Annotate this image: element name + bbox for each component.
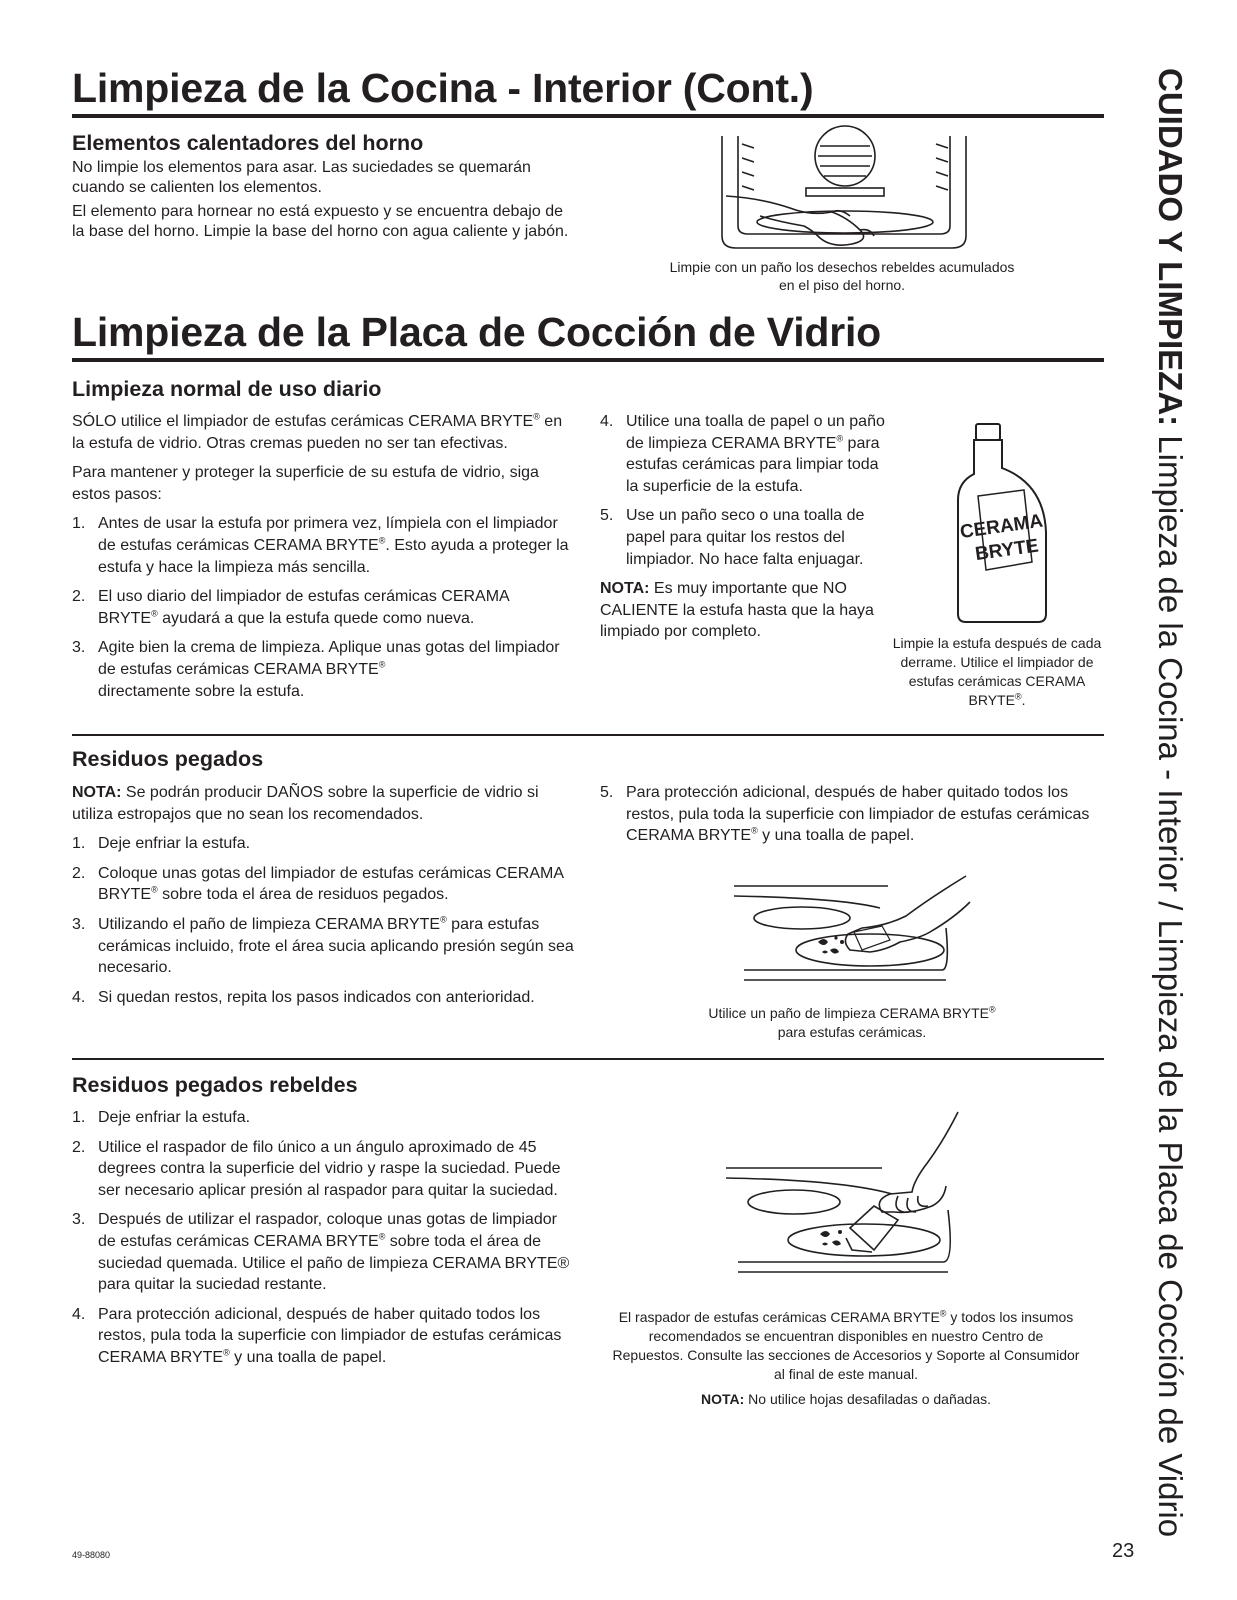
stubborn-residue-heading: Residuos pegados rebeldes (72, 1073, 358, 1097)
page-title-interior: Limpieza de la Cocina - Interior (Cont.) (72, 65, 814, 111)
heating-elements-block (72, 132, 572, 250)
cloth-wiping-illustration (730, 872, 975, 990)
scraper-note: NOTA: No utilice hojas desafiladas o dañadas. (700, 1391, 991, 1407)
daily-step-5: 5. Use un paño seco o una toalla de papel para quitar los restos del limpiador. No hace falta enjuagar. (600, 507, 865, 568)
stuck-residue-heading: Residuos pegados (72, 747, 264, 771)
stuck-step-1: 1. Deje enfriar la estufa. (72, 835, 251, 853)
daily-intro-1: SÓLO utilice el limpiador de estufas cerámicas CERAMA BRYTE® en la estufa de vidrio. Otras cremas pueden no ser tan efectivas. (72, 411, 563, 452)
stubborn-step-3: 3. Después de utilizar el raspador, coloque unas gotas de limpiador de estufas cerámicas CERAMA BRYTE® sobre toda el área de suciedad quemada. Utilice el paño de limpieza CERAMA BRYTE® para quitar la suciedad restante. (72, 1211, 570, 1294)
divider-2 (72, 1058, 1104, 1060)
bottle-brand-line-1: CERAMA (958, 510, 1045, 544)
daily-step-3: 3. Agite bien la crema de limpieza. Aplique unas gotas del limpiador de estufas cerámicas CERAMA BRYTE® directamente sobre la estufa. (72, 639, 560, 700)
stuck-step-2: 2. Coloque unas gotas del limpiador de estufas cerámicas CERAMA BRYTE® sobre toda el área de residuos pegados. (72, 864, 564, 904)
document-number: 49-88080 (72, 1550, 111, 1560)
stuck-step-4: 4. Si quedan restos, repita los pasos indicados con anterioridad. (72, 988, 535, 1006)
stubborn-step-4: 4. Para protección adicional, después de haber quitado todos los restos, pula toda la superficie con limpiador de estufas cerámicas CERAMA BRYTE® y una toalla de papel. (72, 1305, 562, 1366)
heating-elements-p2: El elemento para hornear no está expuesto y se encuentra debajo de la base del horno. Limpie la base del horno con agua caliente y jabón. (72, 202, 569, 240)
stuck-note: NOTA: Se podrán producir DAÑOS sobre la superficie de vidrio si utiliza estropajos que no sean los recomendados. (72, 784, 539, 823)
daily-step-2: 2. El uso diario del limpiador de estufas cerámicas CERAMA BRYTE® ayudará a que la estufa quede como nueva. (72, 588, 509, 627)
daily-step-1: 1. Antes de usar la estufa por primera vez, límpiela con el limpiador de estufas cerámicas CERAMA BRYTE®. Esto ayuda a proteger la estufa y hace la limpieza más sencilla. (72, 515, 569, 576)
bottle-brand-line-2: BRYTE (973, 535, 1040, 566)
side-section-title (1150, 68, 1190, 1538)
cerama-bryte-bottle (952, 420, 1054, 626)
page-title-glass-cooktop: Limpieza de la Placa de Cocción de Vidrio (72, 309, 882, 355)
title-rule (72, 114, 1104, 118)
page-number: 23 (1112, 1540, 1135, 1562)
divider-1 (72, 734, 1104, 736)
scraper-illustration (722, 1110, 972, 1286)
heating-elements-p1: No limpie los elementos para asar. Las suciedades se quemarán cuando se calienten los elementos. (72, 158, 531, 196)
daily-right-column (600, 411, 890, 643)
stuck-right-column (600, 782, 1104, 855)
stuck-left-column (72, 782, 578, 1016)
oven-wiping-illustration (720, 136, 970, 252)
daily-left-column (72, 411, 572, 710)
stuck-step-3: 3. Utilizando el paño de limpieza CERAMA BRYTE® para estufas cerámicas incluido, frote el área sucia aplicando presión según sea necesario. (72, 914, 574, 977)
daily-note: NOTA: Es muy importante que NO CALIENTE la estufa hasta que la haya limpiado por completo. (600, 580, 874, 641)
stubborn-step-2: 2. Utilice el raspador de filo único a un ángulo aproximado de 45 degrees contra la superficie del vidrio y raspe la suciedad. Puede ser necesario aplicar presión al raspador para quitar la suciedad. (72, 1138, 561, 1199)
side-title-rest: Limpieza de la Cocina - Interior / Limpieza de la Placa de Cocción de Vidrio (1152, 426, 1189, 1538)
stubborn-left-column (72, 1107, 578, 1377)
side-title-bold: CUIDADO Y LIMPIEZA: (1152, 68, 1189, 427)
bottle-caption: Limpie la estufa después de cada derrame. Utilice el limpiador de estufas cerámicas CERAMA BRYTE®. (892, 635, 1102, 708)
title-rule-2 (72, 358, 1104, 362)
heating-elements-heading: Elementos calentadores del horno (72, 131, 424, 155)
daily-intro-2: Para mantener y proteger la superficie de su estufa de vidrio, siga estos pasos: (72, 464, 539, 503)
cloth-caption: Utilice un paño de limpieza CERAMA BRYTE® para estufas cerámicas. (708, 1004, 996, 1040)
scraper-caption: El raspador de estufas cerámicas CERAMA BRYTE® y todos los insumos recomendados se encuentran disponibles en nuestro Centro de Repuestos. Consulte las secciones de Accesorios y Soporte al Consumidor al final de este manual. (612, 1308, 1080, 1382)
oven-caption: Limpie con un paño los desechos rebeldes acumulados en el piso del horno. (669, 259, 1015, 293)
stubborn-step-1: 1. Deje enfriar la estufa. (72, 1109, 251, 1126)
daily-cleaning-heading: Limpieza normal de uso diario (72, 377, 382, 401)
daily-step-4: 4. Utilice una toalla de papel o un paño de limpieza CERAMA BRYTE® para estufas cerámicas para limpiar toda la superficie de la estufa. (600, 413, 885, 495)
stuck-step-5: 5. Para protección adicional, después de haber quitado todos los restos, pula toda la superficie con limpiador de estufas cerámicas CERAMA BRYTE® y una toalla de papel. (600, 784, 1090, 845)
